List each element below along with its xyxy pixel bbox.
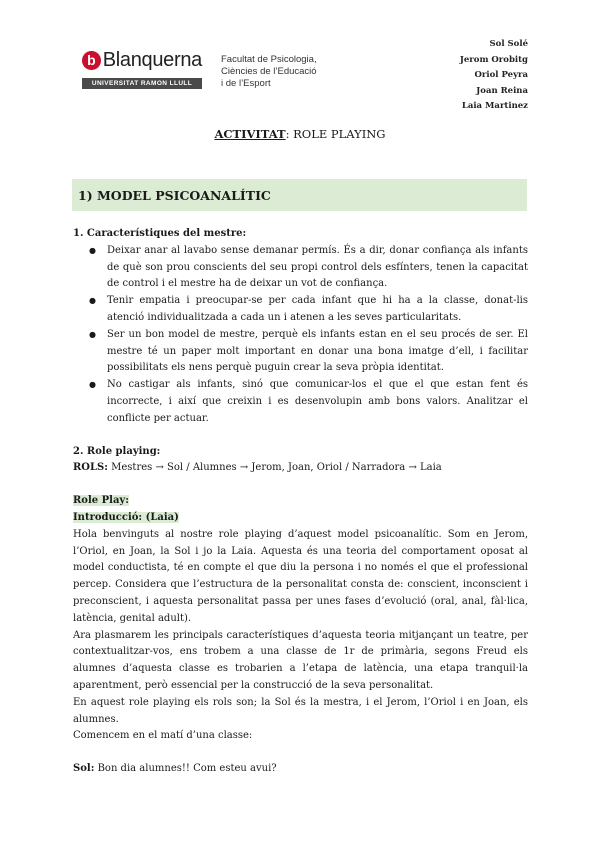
document-body (73, 226, 528, 778)
intro-heading: Introducció: (Laia) (73, 511, 179, 523)
author-name: Laia Martinez (461, 101, 528, 111)
section-header (72, 179, 527, 211)
dialogue-text: Bon dia alumnes!! Com esteu avui? (94, 763, 277, 775)
author-name: Jerom Orobitg (459, 54, 528, 65)
faculty-line: i de l’Esport (221, 78, 271, 89)
author-name: Oriol Peyra (474, 70, 528, 80)
role-playing-heading: 2. Role playing: (73, 445, 161, 457)
roles-label: ROLS: (73, 462, 108, 474)
author-list (460, 37, 528, 115)
list-item: ● Ser un bon model de mestre, perquè els infants estan en el seu procés de ser. El mestre té un paper molt important en donar una bona imatge d’ell, i facilitar possibilitats els nens perquè puguin crear la seva pròpia identitat. (73, 327, 528, 377)
dialogue-line (73, 761, 528, 778)
paragraph: Hola benvinguts al nostre role playing d’aquest model psicoanalític. Som en Jerom, l’Oriol, en Joan, la Sol i jo la Laia. Aquesta és una teoria del comportament oposat al model conductista, té en compte el que diu la persona i no només el que el professional percep. Considera que l’estructura de la personalitat consta de: conscient, inconscient i preconscient, i aquesta personalitat passa per unes fases d’evolució (oral, anal, fàl·lica, latència, genital adult). (73, 528, 528, 624)
logo-mark-icon: b (82, 51, 101, 70)
role-play-label-line (73, 493, 528, 510)
paragraph: Comencem en el matí d’una classe: (73, 730, 253, 742)
title-rest: : ROLE PLAYING (285, 127, 386, 141)
dialogue-speaker: Sol: (73, 763, 95, 775)
paragraph: En aquest role playing els rols son; la Sol és la mestra, i el Jerom, l’Oriol i en Joan, els alumnes. (73, 696, 528, 725)
teacher-traits-list (73, 243, 528, 428)
page-title (0, 127, 600, 141)
role-play-label: Role Play: (73, 495, 129, 507)
logo-university: UNIVERSITAT RAMON LLULL (82, 78, 202, 89)
roles-text: Mestres → Sol / Alumnes → Jerom, Joan, Oriol / Narradora → Laia (107, 462, 442, 474)
teacher-traits-heading: 1. Característiques del mestre: (73, 228, 247, 239)
list-item: ● Deixar anar al lavabo sense demanar permís. És a dir, donar confiança als infants de què son prou conscients del seu propi control dels esfínters, tenen la capacitat de control i el mestre ha de deixar un vot de confiança. (73, 243, 528, 293)
faculty-name (221, 54, 317, 90)
logo-name: Blanquerna (102, 49, 202, 71)
list-item: ● No castigar als infants, sinó que comunicar-los el que el que estan fent és incorrecte, i així que creixin i es desenvolupin amb bons valors. Analitzar el conflicte per actuar. (73, 377, 528, 427)
title-activity: ACTIVITAT (214, 127, 286, 141)
logo-row (82, 49, 202, 71)
paragraph: Ara plasmarem les principals característiques d’aquesta teoria mitjançant un teatre, per contextualitzar-vos, ens trobem a una classe de 1r de primària, segons Freud els alumnes d’aquesta classe es trobarien a l’etapa de latència, una etapa tranquil·la aparentment, però essencial per la construcció de la seva personalitat. (73, 629, 528, 691)
section-title: 1) MODEL PSICOANALÍTIC (78, 188, 271, 203)
intro-heading-line (73, 510, 528, 527)
roles-line (73, 460, 528, 477)
list-item: ● Tenir empatia i preocupar-se per cada infant que hi ha a la classe, donat-lis atenció individualitzada a cada un i atenen a les seves particularitats. (73, 293, 528, 327)
blanquerna-logo (82, 49, 202, 89)
faculty-line: Ciències de l’Educació (221, 66, 317, 77)
faculty-line: Facultat de Psicologia, (221, 54, 317, 65)
author-name: Sol Solé (489, 39, 528, 49)
author-name: Joan Reina (476, 85, 528, 96)
